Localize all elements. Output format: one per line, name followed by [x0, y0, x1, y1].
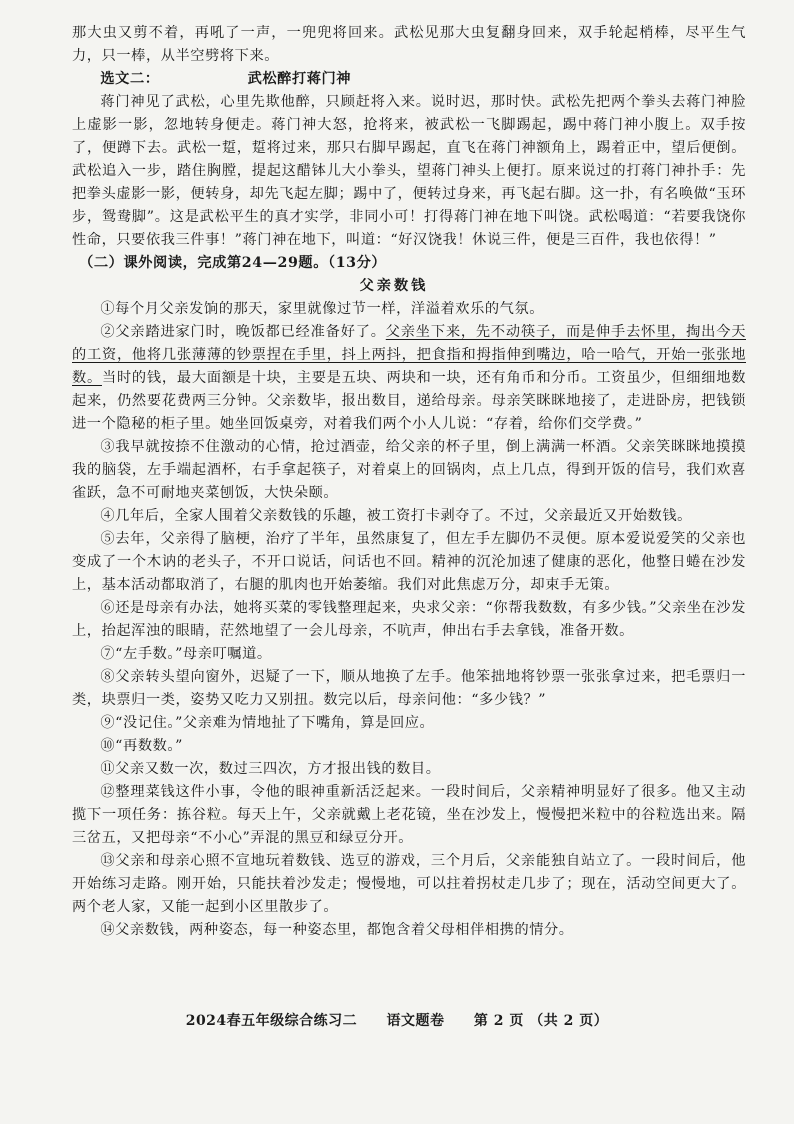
story-paragraph-3: ③我早就按捺不住激动的心情，抢过酒壶，给父亲的杯子里，倒上满满一杯酒。父亲笑眯眯地摸摸我的脑袋，左手端起酒杯，右手拿起筷子，对着桌上的回锅肉，点上几点，得到开饭的信号，我们欢喜雀跃，急不可耐地夹菜刨饭，大快朵颐。 [72, 439, 746, 501]
exam-name: 2024春五年级综合练习二 [185, 1013, 358, 1029]
story-paragraph-13: ⑬父亲和母亲心照不宣地玩着数钱、选豆的游戏，三个月后，父亲能独自站立了。一段时间后，他开始练习走路。刚开始，只能扶着沙发走；慢慢地，可以拄着拐杖走几步了；现在，活动空间更大了。两个老人家，又能一起到小区里散步了。 [72, 853, 746, 915]
story-paragraph-1: ①每个月父亲发饷的那天，家里就像过节一样，洋溢着欢乐的气氛。 [100, 301, 545, 317]
story-paragraph-11: ⑪父亲又数一次，数过三四次，方才报出钱的数目。 [100, 761, 441, 777]
story-paragraph-12: ⑫整理菜钱这件小事，令他的眼神重新活泛起来。一段时间后，父亲精神明显好了很多。他又主动揽下一项任务：拣谷粒。每天上午，父亲就戴上老花镜，坐在沙发上，慢慢把米粒中的谷粒选出来。隔三岔五，又把母亲“不小心”弄混的黑豆和绿豆分开。 [72, 784, 746, 846]
story-paragraph-2-end: 当时的钱，最大面额是十块，主要是五块、两块和一块，还有角币和分币。工资虽少，但细细地数起来，仍然要花费两三分钟。父亲数毕，报出数目，递给母亲。母亲笑眯眯地接了，走进卧房，把钱锁进一个隐秘的柜子里。她坐回饭桌旁，对着我们两个小人儿说：“存着，给你们交学费。” [72, 370, 746, 432]
page-number: 第 2 页 （共 2 页） [473, 1013, 609, 1029]
story-paragraph-7: ⑦“左手数。”母亲叮嘱道。 [100, 646, 272, 662]
story-paragraph-5: ⑤去年，父亲得了脑梗，治疗了半年，虽然康复了，但左手左脚仍不灵便。原本爱说爱笑的父亲也变成了一个木讷的老头子，不开口说话，问话也不回。精神的沉沦加速了健康的恶化，他整日蜷在沙发上，基本活动都取消了，右腿的肌肉也开始萎缩。我们对此焦虑万分，却束手无策。 [72, 531, 746, 593]
story-title: 父亲数钱 [359, 278, 429, 294]
selection2-label: 选文二： [100, 71, 160, 87]
story-paragraph-4: ④几年后，全家人围着父亲数钱的乐趣，被工资打卡剥夺了。不过，父亲最近又开始数钱。 [100, 508, 692, 524]
selection2-header [72, 68, 746, 91]
story-paragraph-9: ⑨“没记住。”父亲难为情地扯了下嘴角，算是回应。 [100, 715, 435, 731]
subject-name: 语文题卷 [386, 1013, 445, 1029]
selection2-title: 武松醉打蒋门神 [247, 71, 352, 87]
selection2-body: 蒋门神见了武松，心里先欺他醉，只顾赶将入来。说时迟，那时快。武松先把两个拳头去蒋门神脸上虚影一影，忽地转身便走。蒋门神大怒，抢将来，被武松一飞脚踢起，踢中蒋门神小腹上。双手按了，便蹲下去。武松一踅，踅将过来，那只右脚早踢起，直飞在蒋门神额角上，踢着正中，望后便倒。武松追入一步，踏住胸膛，提起这醋钵儿大小拳头，望蒋门神头上便打。原来说过的打蒋门神扑手：先把拳头虚影一影，便转身，却先飞起左脚；踢中了，便转过身来，再飞起右脚。这一扑，有名唤做“玉环步，鸳鸯脚”。这是武松平生的真才实学，非同小可！打得蒋门神在地下叫饶。武松喝道：“若要我饶你性命，只要依我三件事！”蒋门神在地下，叫道：“好汉饶我！休说三件，便是三百件，我也依得！” [72, 94, 746, 248]
story-paragraph-6: ⑥还是母亲有办法，她将买菜的零钱整理起来，央求父亲：“你帮我数数，有多少钱。”父亲坐在沙发上，抬起浑浊的眼睛，茫然地望了一会儿母亲，不吭声，伸出右手去拿钱，准备开数。 [72, 600, 746, 639]
story-paragraph-14: ⑭父亲数钱，两种姿态，每一种姿态里，都饱含着父母相伴相携的情分。 [100, 922, 574, 938]
underlined-sentence: 父亲坐下来，先不动筷子，而是伸手去怀里，掏出今天的工资，他将几张薄薄的钞票捏在手里，抖上两抖，把食指和拇指伸到嘴边，哈一哈气，开始一张张地数。 [72, 324, 746, 386]
page-footer [0, 1010, 794, 1030]
story-paragraph-2-start: ②父亲踏进家门时，晚饭都已经准备好了。 [100, 324, 386, 340]
story-paragraph-2 [72, 321, 746, 436]
story-paragraph-10: ⑩“再数数。” [100, 738, 183, 754]
section-heading: （二）课外阅读，完成第24—29题。（13分） [79, 255, 387, 271]
selection1-ending: 那大虫又剪不着，再吼了一声，一兜兜将回来。武松见那大虫复翻身回来，双手轮起梢棒，尽平生气力，只一棒，从半空劈将下来。 [72, 25, 746, 64]
story-paragraph-8: ⑧父亲转头望向窗外，迟疑了一下，顺从地换了左手。他笨拙地将钞票一张张拿过来，把毛票归一类，块票归一类，姿势又吃力又别扭。数完以后，母亲问他：“多少钱？” [72, 669, 746, 708]
